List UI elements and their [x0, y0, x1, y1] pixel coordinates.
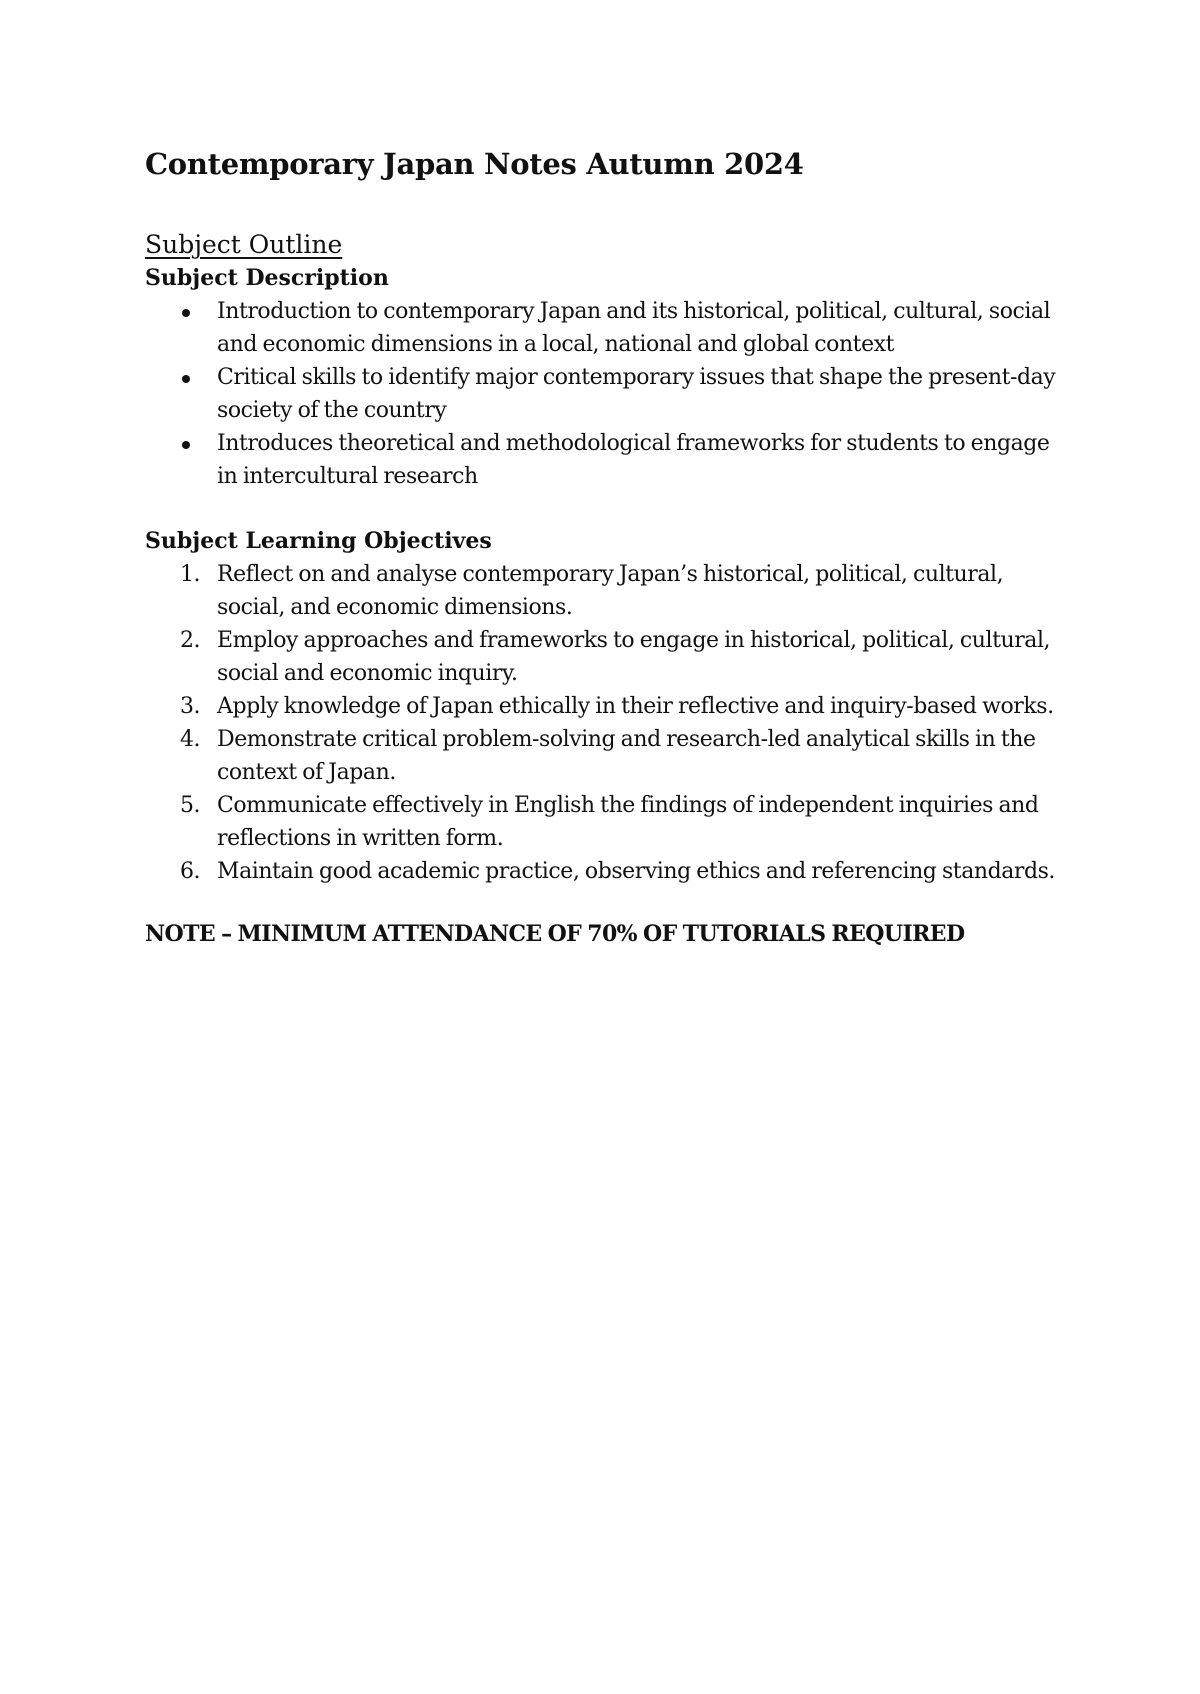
objective-number: 3.	[180, 694, 201, 719]
subject-description-list	[145, 295, 1075, 493]
objective-text: Reflect on and analyse contemporary Japan’s historical, political, cultural, social, and economic dimensions.	[217, 562, 1004, 620]
bullet-icon	[182, 375, 190, 383]
objective-item	[145, 855, 1075, 888]
description-item	[145, 295, 1075, 361]
bullet-icon	[182, 441, 190, 449]
document-title: Contemporary Japan Notes Autumn 2024	[145, 147, 804, 181]
objective-number: 4.	[180, 727, 201, 752]
description-item	[145, 361, 1075, 427]
objective-text: Employ approaches and frameworks to engage in historical, political, cultural, social and economic inquiry.	[217, 628, 1051, 686]
objective-item	[145, 558, 1075, 624]
learning-objectives-heading: Subject Learning Objectives	[145, 528, 492, 554]
objective-item	[145, 723, 1075, 789]
objective-text: Demonstrate critical problem-solving and research-led analytical skills in the context of Japan.	[217, 727, 1036, 785]
objective-number: 1.	[180, 562, 201, 587]
objective-text: Communicate effectively in English the findings of independent inquiries and reflections in written form.	[217, 793, 1039, 851]
attendance-note: NOTE – MINIMUM ATTENDANCE OF 70% OF TUTORIALS REQUIRED	[145, 921, 965, 947]
description-item	[145, 427, 1075, 493]
objective-item	[145, 690, 1075, 723]
objective-item	[145, 789, 1075, 855]
document-body	[145, 140, 1075, 951]
subject-outline-heading: Subject Outline	[145, 230, 343, 259]
objective-number: 2.	[180, 628, 201, 653]
objective-text: Maintain good academic practice, observing ethics and referencing standards.	[217, 859, 1055, 884]
objective-text: Apply knowledge of Japan ethically in their reflective and inquiry-based works.	[217, 694, 1054, 719]
objective-item	[145, 624, 1075, 690]
bullet-icon	[182, 309, 190, 317]
learning-objectives-list	[145, 558, 1075, 888]
description-item-text: Critical skills to identify major contemporary issues that shape the present-day society of the country	[217, 365, 1056, 423]
description-item-text: Introduces theoretical and methodological frameworks for students to engage in intercultural research	[217, 431, 1050, 489]
subject-description-heading: Subject Description	[145, 265, 389, 291]
description-item-text: Introduction to contemporary Japan and its historical, political, cultural, social and economic dimensions in a local, national and global context	[217, 299, 1051, 357]
objective-number: 5.	[180, 793, 201, 818]
objective-number: 6.	[180, 859, 201, 884]
